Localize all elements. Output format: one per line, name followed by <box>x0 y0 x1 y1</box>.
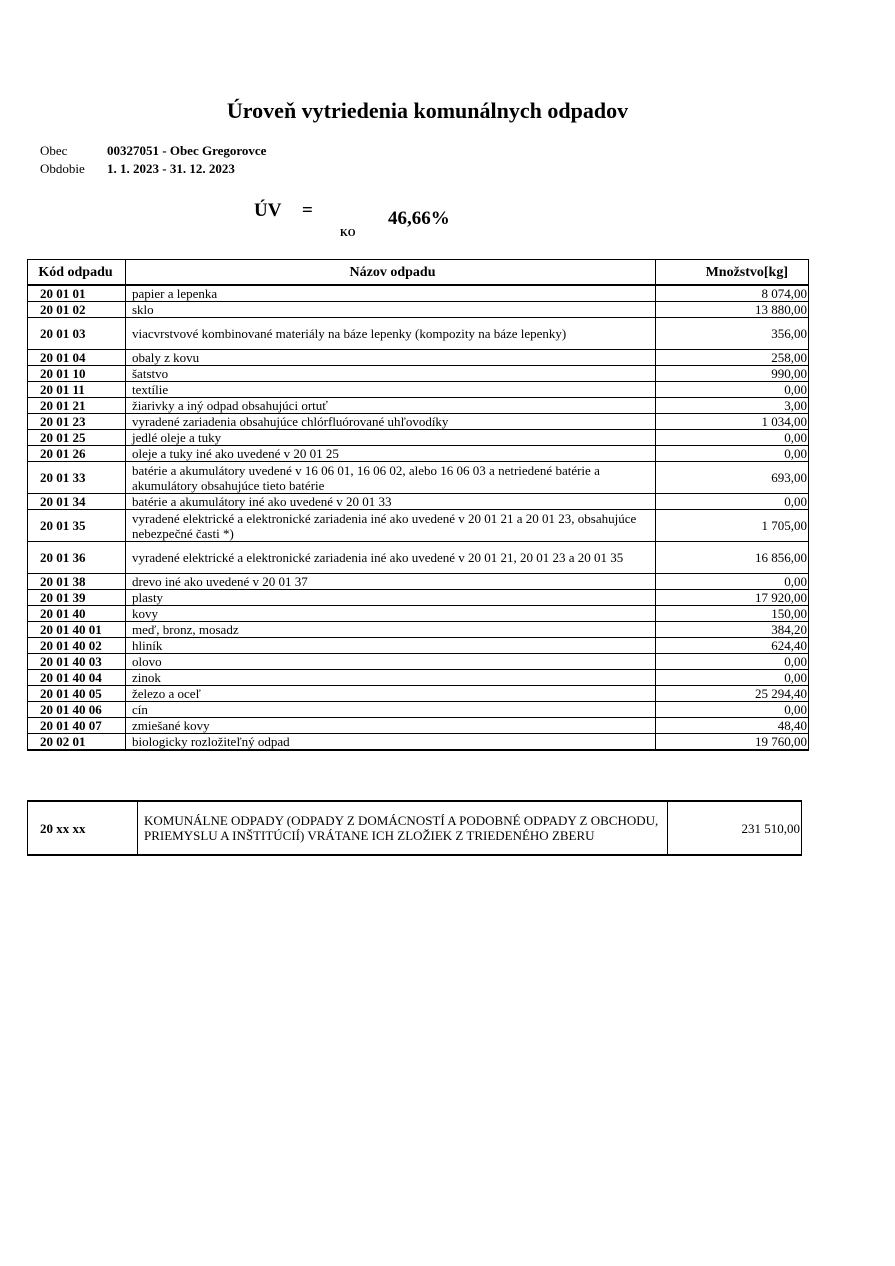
table-row <box>28 654 809 670</box>
table-row <box>28 398 809 414</box>
formula-uv: ÚV <box>254 200 282 221</box>
obdobie-label: Obdobie <box>40 161 85 176</box>
row-code: 20 01 34 <box>28 494 126 510</box>
row-name: papier a lepenka <box>126 285 656 302</box>
row-code: 20 01 25 <box>28 430 126 446</box>
row-code: 20 01 11 <box>28 382 126 398</box>
table-row <box>28 510 809 542</box>
row-name: vyradené elektrické a elektronické zariadenia iné ako uvedené v 20 01 21 a 20 01 23, obsahujúce nebezpečné časti *) <box>126 510 656 542</box>
table-body <box>28 285 809 750</box>
row-name: vyradené elektrické a elektronické zariadenia iné ako uvedené v 20 01 21, 20 01 23 a 20 01 35 <box>126 542 656 574</box>
row-qty: 624,40 <box>656 638 809 654</box>
header-code: Kód odpadu <box>28 260 126 286</box>
header-qty: Množstvo[kg] <box>656 260 809 286</box>
table-row <box>28 718 809 734</box>
table-row <box>28 382 809 398</box>
table-row <box>28 590 809 606</box>
row-name: jedlé oleje a tuky <box>126 430 656 446</box>
obec-value: 00327051 - Obec Gregorovce <box>107 143 267 158</box>
row-name: cín <box>126 702 656 718</box>
row-name: textílie <box>126 382 656 398</box>
row-qty: 0,00 <box>656 494 809 510</box>
table-row <box>28 702 809 718</box>
row-qty: 48,40 <box>656 718 809 734</box>
row-code: 20 01 39 <box>28 590 126 606</box>
row-code: 20 01 40 07 <box>28 718 126 734</box>
formula-ko-subscript: KO <box>340 228 356 239</box>
waste-table <box>27 259 809 751</box>
row-qty: 8 074,00 <box>656 285 809 302</box>
header-name: Názov odpadu <box>126 260 656 286</box>
row-code: 20 01 26 <box>28 446 126 462</box>
total-code: 20 xx xx <box>28 801 138 855</box>
row-code: 20 02 01 <box>28 734 126 751</box>
table-row <box>28 670 809 686</box>
row-code: 20 01 40 <box>28 606 126 622</box>
row-qty: 13 880,00 <box>656 302 809 318</box>
table-header-row <box>28 260 809 286</box>
row-qty: 1 034,00 <box>656 414 809 430</box>
table-row <box>28 574 809 590</box>
total-row <box>28 801 802 855</box>
table-row <box>28 430 809 446</box>
row-name: biologicky rozložiteľný odpad <box>126 734 656 751</box>
row-code: 20 01 35 <box>28 510 126 542</box>
row-qty: 0,00 <box>656 382 809 398</box>
row-name: oleje a tuky iné ako uvedené v 20 01 25 <box>126 446 656 462</box>
formula-percent: 46,66% <box>388 208 450 229</box>
row-code: 20 01 40 02 <box>28 638 126 654</box>
table-row <box>28 318 809 350</box>
row-code: 20 01 23 <box>28 414 126 430</box>
row-name: olovo <box>126 654 656 670</box>
row-name: meď, bronz, mosadz <box>126 622 656 638</box>
row-name: batérie a akumulátory uvedené v 16 06 01, 16 06 02, alebo 16 06 03 a netriedené batérie a akumulátory obsahujúce tieto batérie <box>126 462 656 494</box>
row-qty: 990,00 <box>656 366 809 382</box>
row-code: 20 01 40 05 <box>28 686 126 702</box>
table-row <box>28 686 809 702</box>
row-name: obaly z kovu <box>126 350 656 366</box>
row-name: viacvrstvové kombinované materiály na báze lepenky (kompozity na báze lepenky) <box>126 318 656 350</box>
table-row <box>28 542 809 574</box>
row-qty: 693,00 <box>656 462 809 494</box>
row-name: železo a oceľ <box>126 686 656 702</box>
row-qty: 0,00 <box>656 446 809 462</box>
row-name: batérie a akumulátory iné ako uvedené v 20 01 33 <box>126 494 656 510</box>
row-code: 20 01 03 <box>28 318 126 350</box>
row-qty: 356,00 <box>656 318 809 350</box>
row-qty: 384,20 <box>656 622 809 638</box>
row-code: 20 01 33 <box>28 462 126 494</box>
row-name: šatstvo <box>126 366 656 382</box>
formula-equals: = <box>302 200 313 221</box>
row-qty: 19 760,00 <box>656 734 809 751</box>
row-qty: 1 705,00 <box>656 510 809 542</box>
table-row <box>28 462 809 494</box>
row-qty: 0,00 <box>656 430 809 446</box>
table-row <box>28 414 809 430</box>
total-qty: 231 510,00 <box>668 801 802 855</box>
row-qty: 258,00 <box>656 350 809 366</box>
row-code: 20 01 40 04 <box>28 670 126 686</box>
row-qty: 17 920,00 <box>656 590 809 606</box>
row-code: 20 01 01 <box>28 285 126 302</box>
row-name: vyradené zariadenia obsahujúce chlórfluórované uhľovodíky <box>126 414 656 430</box>
row-code: 20 01 40 03 <box>28 654 126 670</box>
row-code: 20 01 38 <box>28 574 126 590</box>
table-row <box>28 350 809 366</box>
row-name: plasty <box>126 590 656 606</box>
row-name: zmiešané kovy <box>126 718 656 734</box>
row-name: drevo iné ako uvedené v 20 01 37 <box>126 574 656 590</box>
row-qty: 3,00 <box>656 398 809 414</box>
row-code: 20 01 36 <box>28 542 126 574</box>
row-qty: 0,00 <box>656 670 809 686</box>
table-row <box>28 734 809 751</box>
table-row <box>28 366 809 382</box>
obec-label: Obec <box>40 143 68 158</box>
row-qty: 25 294,40 <box>656 686 809 702</box>
page-title: Úroveň vytriedenia komunálnych odpadov <box>226 98 629 123</box>
row-qty: 16 856,00 <box>656 542 809 574</box>
row-qty: 0,00 <box>656 574 809 590</box>
row-qty: 0,00 <box>656 654 809 670</box>
table-row <box>28 606 809 622</box>
row-code: 20 01 21 <box>28 398 126 414</box>
row-qty: 0,00 <box>656 702 809 718</box>
total-table <box>27 800 802 856</box>
total-name: KOMUNÁLNE ODPADY (ODPADY Z DOMÁCNOSTÍ A PODOBNÉ ODPADY Z OBCHODU, PRIEMYSLU A INŠTITÚCIÍ) VRÁTANE ICH ZLOŽIEK Z TRIEDENÉHO ZBERU <box>138 801 668 855</box>
table-row <box>28 638 809 654</box>
row-code: 20 01 02 <box>28 302 126 318</box>
table-row <box>28 285 809 302</box>
row-name: žiarivky a iný odpad obsahujúci ortuť <box>126 398 656 414</box>
row-code: 20 01 40 06 <box>28 702 126 718</box>
table-row <box>28 302 809 318</box>
row-name: zinok <box>126 670 656 686</box>
row-code: 20 01 10 <box>28 366 126 382</box>
row-qty: 150,00 <box>656 606 809 622</box>
row-name: sklo <box>126 302 656 318</box>
obdobie-value: 1. 1. 2023 - 31. 12. 2023 <box>107 161 235 176</box>
row-name: kovy <box>126 606 656 622</box>
row-code: 20 01 40 01 <box>28 622 126 638</box>
table-row <box>28 494 809 510</box>
row-code: 20 01 04 <box>28 350 126 366</box>
table-row <box>28 446 809 462</box>
table-row <box>28 622 809 638</box>
row-name: hliník <box>126 638 656 654</box>
